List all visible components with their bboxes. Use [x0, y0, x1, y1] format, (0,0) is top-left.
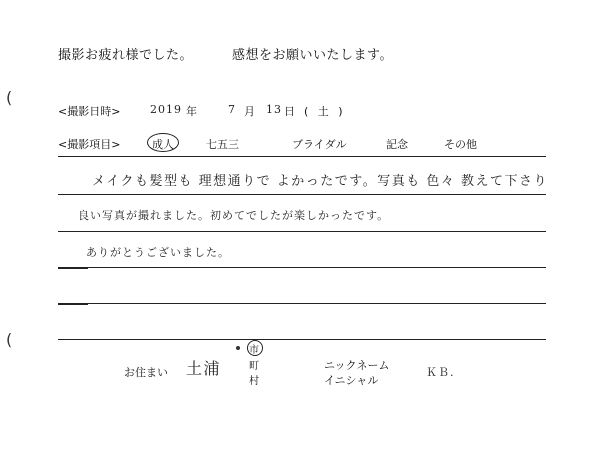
shoot-item-option-other: その他	[444, 138, 477, 151]
shoot-weekday: ( 土 )	[304, 105, 346, 118]
shoot-item-option-seijin: 成人	[152, 138, 174, 151]
shoot-item-option-shichigosan: 七五三	[206, 138, 239, 151]
comment-rule-3	[58, 231, 546, 232]
nickname-label: ニックネーム	[324, 359, 390, 372]
address-suffix-shi: 市	[249, 345, 259, 356]
comment-rule-5	[58, 303, 546, 304]
address-suffix-machi: 町	[249, 361, 259, 372]
request-text: 感想をお願いいたします。	[232, 48, 393, 63]
shoot-year-value: 2019	[150, 103, 182, 116]
comment-line-3: ありがとうございました。	[86, 246, 230, 259]
nickname-value: ＫＢ.	[426, 366, 455, 379]
shoot-items-label: <撮影項目>	[58, 138, 121, 151]
ink-dot	[236, 346, 240, 350]
shoot-date-label: <撮影日時>	[58, 105, 121, 118]
comment-rule-1	[58, 156, 546, 157]
comment-rule-2	[58, 194, 546, 195]
shoot-year-unit: 年	[186, 105, 197, 118]
address-label: お住まい	[124, 366, 168, 379]
shoot-item-option-kinen: 記念	[386, 138, 408, 151]
binding-hole-mark-top: (	[6, 88, 13, 107]
comment-line-1: メイクも髪型も 理想通りで よかったです。写真も 色々 教えて下さり	[92, 174, 548, 189]
greeting-text: 撮影お疲れ様でした。	[58, 48, 194, 63]
comment-rule-5-mark	[58, 303, 88, 305]
shoot-day-unit: 日	[284, 105, 295, 118]
comment-rule-6	[58, 339, 546, 340]
comment-rule-4-mark	[58, 267, 88, 269]
shoot-day-value: 13	[266, 103, 282, 116]
initials-label: イニシャル	[324, 374, 379, 387]
shoot-month-unit: 月	[244, 105, 255, 118]
comment-line-2: 良い写真が撮れました。初めてでしたが楽しかったです。	[78, 209, 390, 222]
binding-hole-mark-bottom: (	[6, 330, 13, 349]
address-suffix-mura: 村	[249, 376, 259, 387]
comment-rule-4	[58, 267, 546, 268]
shoot-item-option-bridal: ブライダル	[292, 138, 347, 151]
address-value: 土浦	[186, 359, 222, 378]
shoot-month-value: 7	[228, 103, 236, 116]
